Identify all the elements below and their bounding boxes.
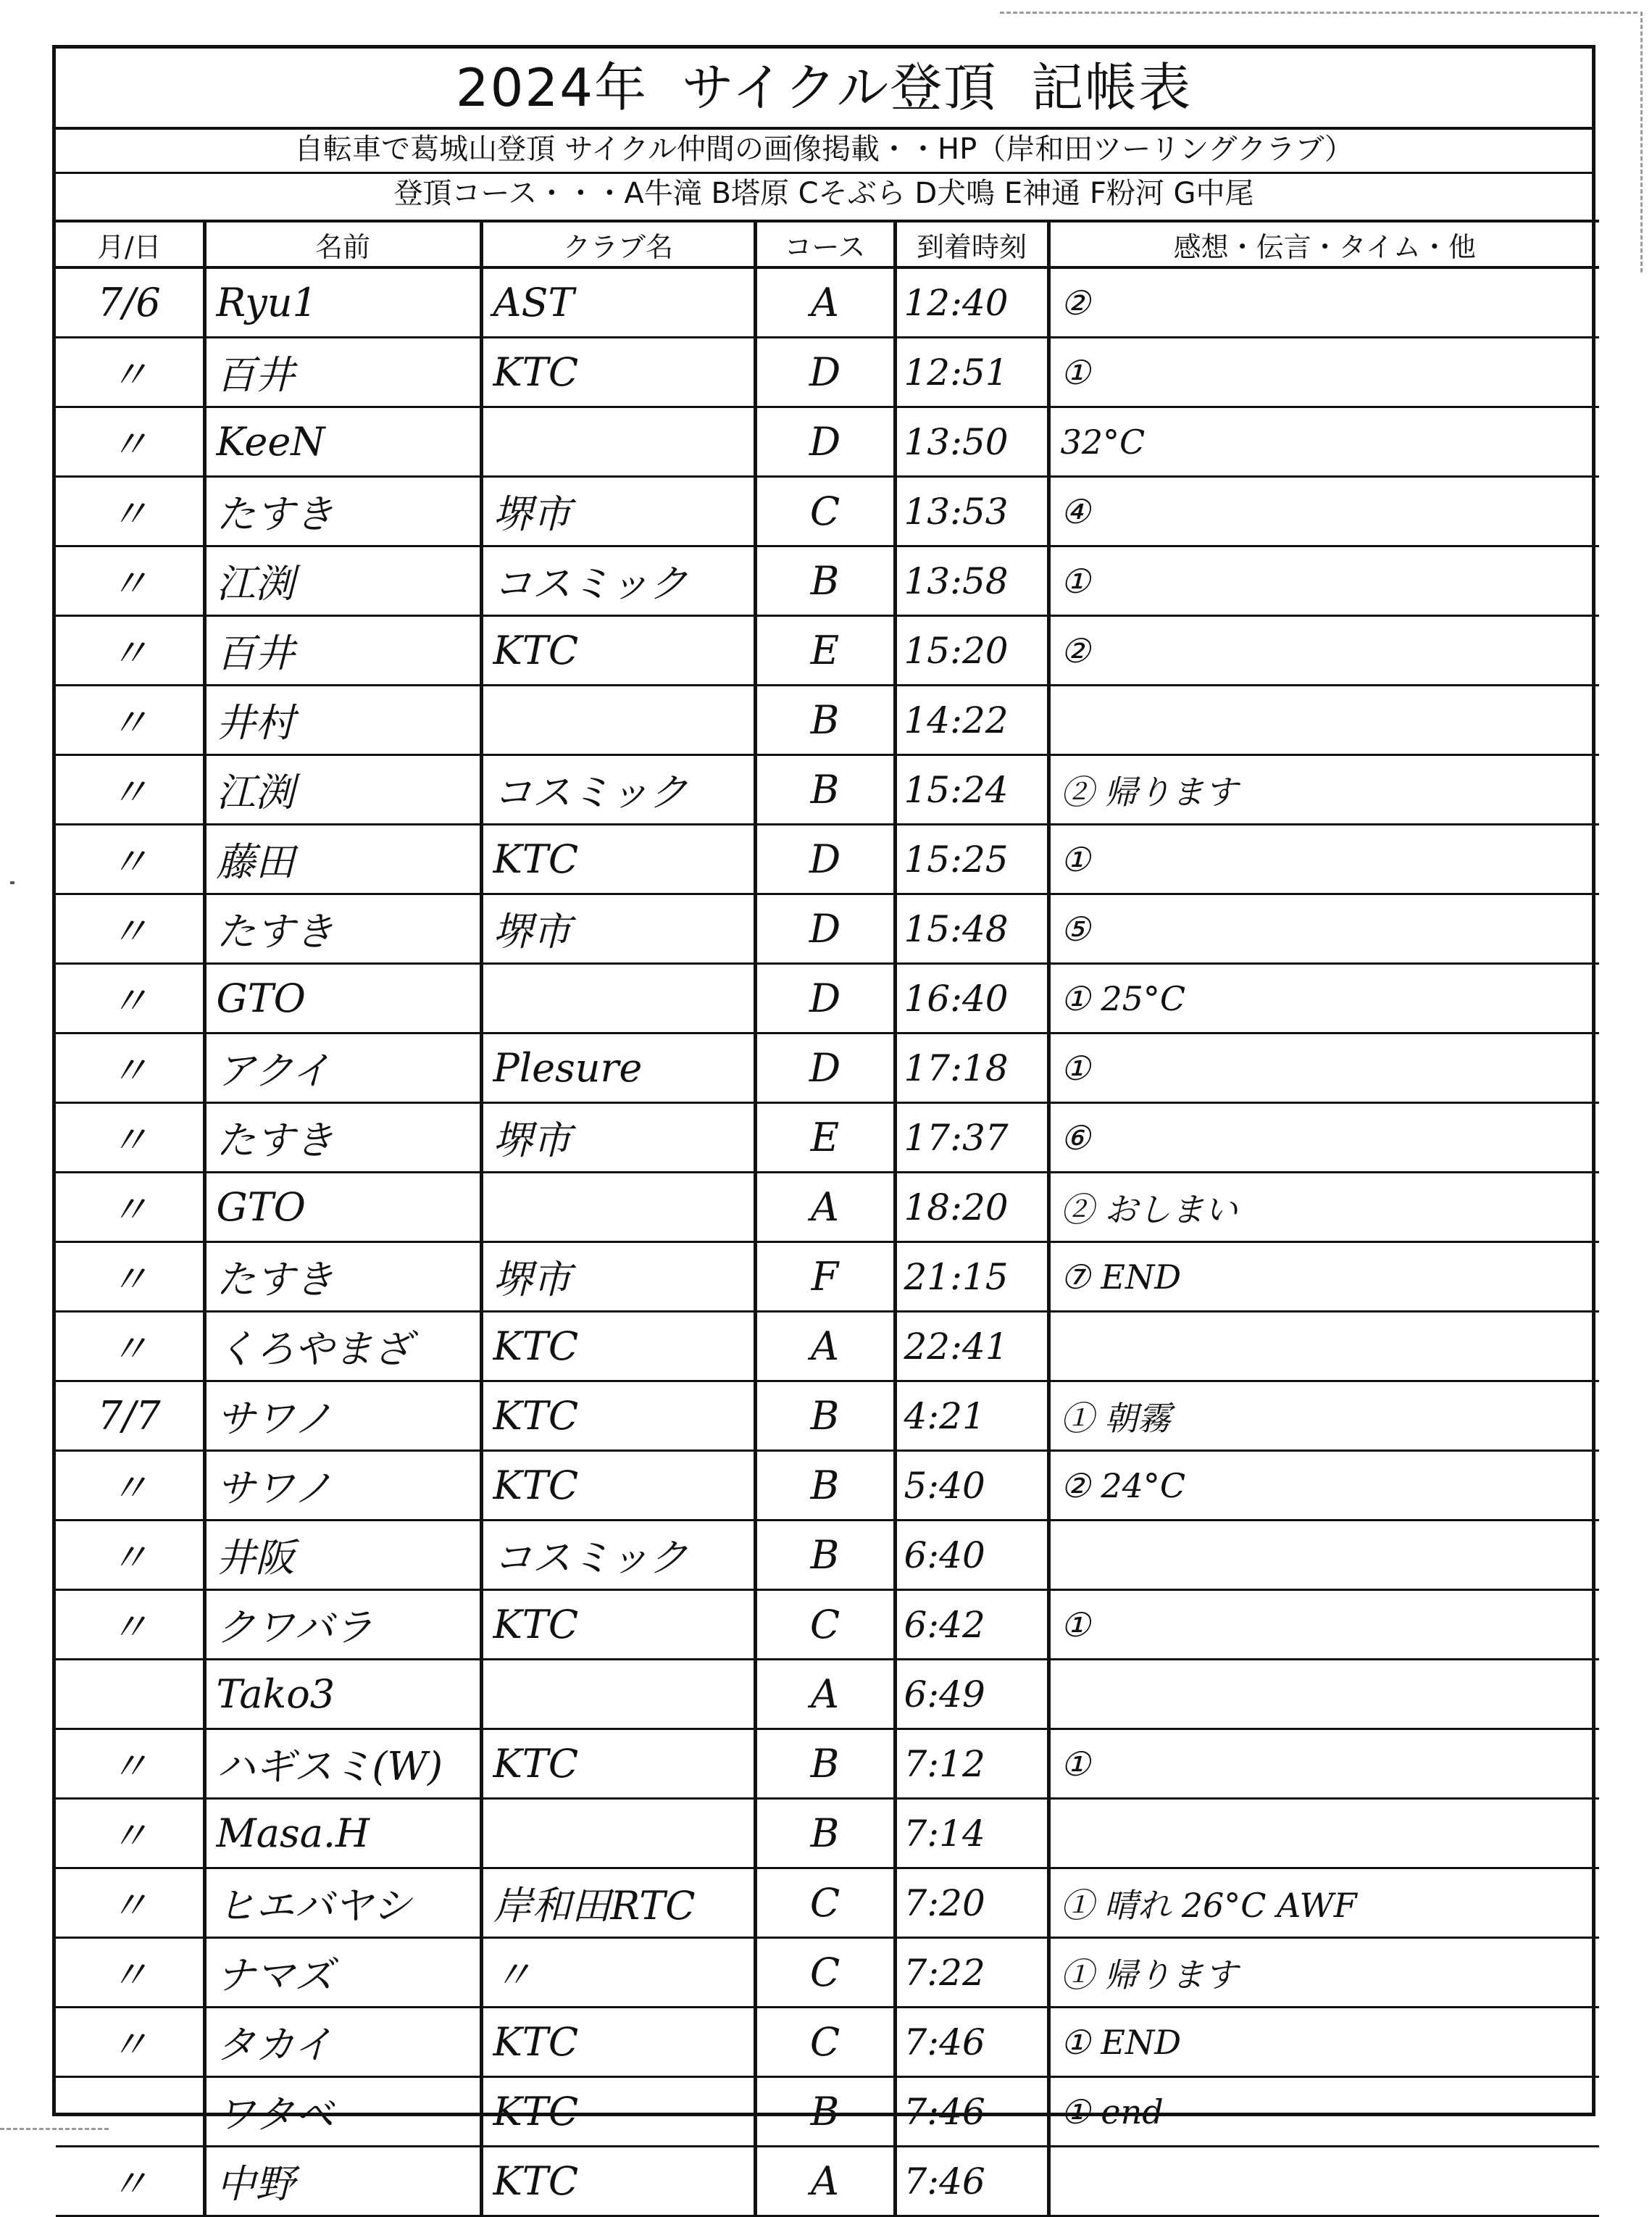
cell-name: たすき xyxy=(204,894,481,964)
cell-name: GTO xyxy=(204,1173,481,1242)
table-row xyxy=(56,1799,1599,1868)
cell-club: 堺市 xyxy=(481,1103,755,1173)
cell-time: 15:48 xyxy=(895,894,1048,964)
cell-club: KTC xyxy=(481,2077,755,2147)
table-row xyxy=(56,755,1599,825)
cell-time: 21:15 xyxy=(895,1242,1048,1312)
cell-time: 14:22 xyxy=(895,686,1048,755)
cell-time: 16:40 xyxy=(895,964,1048,1033)
table-row xyxy=(56,2147,1599,2216)
cell-time: 7:22 xyxy=(895,1938,1048,2008)
cell-club: KTC xyxy=(481,2008,755,2077)
cell-name: Tako3 xyxy=(204,1660,481,1729)
cell-name: 百井 xyxy=(204,616,481,686)
cell-time: 13:50 xyxy=(895,407,1048,477)
cell-note: 32°C xyxy=(1048,407,1599,477)
cell-time: 22:41 xyxy=(895,1312,1048,1381)
cell-club: KTC xyxy=(481,2147,755,2216)
cell-date: 〃 xyxy=(56,1590,204,1660)
cell-time: 17:37 xyxy=(895,1103,1048,1173)
cell-date: 〃 xyxy=(56,894,204,964)
cell-course: B xyxy=(755,2077,895,2147)
cell-date xyxy=(56,2077,204,2147)
cell-name: Masa.H xyxy=(204,1799,481,1868)
table-row xyxy=(56,1381,1599,1451)
col-header-date: 月/日 xyxy=(56,221,204,267)
cell-name: 藤田 xyxy=(204,825,481,894)
cell-club xyxy=(481,686,755,755)
cell-name: たすき xyxy=(204,477,481,546)
cell-date: 〃 xyxy=(56,1729,204,1799)
cell-note: ① xyxy=(1048,1729,1599,1799)
cell-course: A xyxy=(755,1660,895,1729)
cell-club: 岸和田RTC xyxy=(481,1868,755,1938)
cell-club: コスミック xyxy=(481,546,755,616)
cell-note: ① 帰ります xyxy=(1048,1938,1599,2008)
col-header-name: 名前 xyxy=(204,221,481,267)
table-row xyxy=(56,477,1599,546)
cell-name: ナマズ xyxy=(204,1938,481,2008)
cell-date: 〃 xyxy=(56,1799,204,1868)
scan-speck xyxy=(10,881,14,884)
cell-note: ① 朝霧 xyxy=(1048,1381,1599,1451)
cell-date: 〃 xyxy=(56,1242,204,1312)
cell-date: 〃 xyxy=(56,1103,204,1173)
course-legend: 登頂コース・・・A牛滝 B塔原 Cそぶら D犬鳴 E神通 F粉河 G中尾 xyxy=(393,177,1254,210)
cell-course: C xyxy=(755,2008,895,2077)
table-body xyxy=(56,267,1599,2216)
cell-course: C xyxy=(755,1590,895,1660)
cell-date: 7/6 xyxy=(56,267,204,338)
cell-club: コスミック xyxy=(481,755,755,825)
cell-note xyxy=(1048,1521,1599,1590)
cell-time: 7:20 xyxy=(895,1868,1048,1938)
cell-course: C xyxy=(755,1868,895,1938)
cell-time: 6:42 xyxy=(895,1590,1048,1660)
cell-note: ① xyxy=(1048,546,1599,616)
cell-club: KTC xyxy=(481,1729,755,1799)
cell-course: B xyxy=(755,755,895,825)
cell-note xyxy=(1048,686,1599,755)
cell-name: 井阪 xyxy=(204,1521,481,1590)
table-row xyxy=(56,894,1599,964)
cell-course: C xyxy=(755,477,895,546)
cell-date: 〃 xyxy=(56,338,204,407)
table-row xyxy=(56,1242,1599,1312)
table-header-row xyxy=(56,221,1599,267)
cell-club: 堺市 xyxy=(481,894,755,964)
cell-date: 〃 xyxy=(56,1868,204,1938)
cell-note: ⑦ END xyxy=(1048,1242,1599,1312)
cell-date: 〃 xyxy=(56,477,204,546)
table-row xyxy=(56,825,1599,894)
cell-time: 13:53 xyxy=(895,477,1048,546)
cell-note: ① xyxy=(1048,825,1599,894)
cell-course: A xyxy=(755,1173,895,1242)
cell-course: B xyxy=(755,546,895,616)
cell-date: 〃 xyxy=(56,1451,204,1521)
cell-course: B xyxy=(755,1729,895,1799)
cell-course: B xyxy=(755,1521,895,1590)
cell-club xyxy=(481,407,755,477)
cell-note: ① xyxy=(1048,1590,1599,1660)
cell-name: たすき xyxy=(204,1242,481,1312)
cell-date: 〃 xyxy=(56,755,204,825)
cell-time: 7:12 xyxy=(895,1729,1048,1799)
cell-date: 〃 xyxy=(56,825,204,894)
cell-note xyxy=(1048,1660,1599,1729)
col-header-club: クラブ名 xyxy=(481,221,755,267)
cell-note xyxy=(1048,1799,1599,1868)
cell-date: 〃 xyxy=(56,1938,204,2008)
cell-note: ④ xyxy=(1048,477,1599,546)
cell-name: ハギスミ(W) xyxy=(204,1729,481,1799)
cell-date: 〃 xyxy=(56,1521,204,1590)
table-row xyxy=(56,1938,1599,2008)
table-row xyxy=(56,2077,1599,2147)
cell-time: 15:20 xyxy=(895,616,1048,686)
cell-course: D xyxy=(755,407,895,477)
table-row xyxy=(56,407,1599,477)
cell-club xyxy=(481,1799,755,1868)
scan-crop-mark-right xyxy=(1640,12,1643,273)
cell-course: B xyxy=(755,1799,895,1868)
cell-time: 4:21 xyxy=(895,1381,1048,1451)
sheet-subtitle: 自転車で葛城山登頂 サイクル仲間の画像掲載・・HP（岸和田ツーリングクラブ） xyxy=(56,127,1592,174)
cell-club: コスミック xyxy=(481,1521,755,1590)
cell-name: 江渕 xyxy=(204,755,481,825)
cell-time: 18:20 xyxy=(895,1173,1048,1242)
cell-club xyxy=(481,1173,755,1242)
cell-name: Ryu1 xyxy=(204,267,481,338)
cell-course: D xyxy=(755,825,895,894)
logbook-sheet xyxy=(52,45,1595,2207)
cell-date: 〃 xyxy=(56,616,204,686)
cell-time: 12:40 xyxy=(895,267,1048,338)
cell-note: ① xyxy=(1048,1033,1599,1103)
cell-time: 12:51 xyxy=(895,338,1048,407)
cell-note: ② 帰ります xyxy=(1048,755,1599,825)
log-table xyxy=(56,220,1599,2217)
cell-club: 堺市 xyxy=(481,477,755,546)
cell-name: ヒエバヤシ xyxy=(204,1868,481,1938)
cell-note: ① end xyxy=(1048,2077,1599,2147)
cell-note: ① xyxy=(1048,338,1599,407)
scan-crop-mark-top xyxy=(1000,12,1638,14)
cell-course: E xyxy=(755,616,895,686)
cell-time: 6:40 xyxy=(895,1521,1048,1590)
cell-note: ⑥ xyxy=(1048,1103,1599,1173)
cell-name: KeeN xyxy=(204,407,481,477)
cell-name: ワタベ xyxy=(204,2077,481,2147)
cell-note: ① 25°C xyxy=(1048,964,1599,1033)
cell-course: B xyxy=(755,686,895,755)
cell-name: クワバラ xyxy=(204,1590,481,1660)
table-row xyxy=(56,2008,1599,2077)
cell-note: ② 24°C xyxy=(1048,1451,1599,1521)
cell-name: 中野 xyxy=(204,2147,481,2216)
cell-time: 7:46 xyxy=(895,2077,1048,2147)
cell-club: KTC xyxy=(481,825,755,894)
cell-note: ② xyxy=(1048,267,1599,338)
cell-name: タカイ xyxy=(204,2008,481,2077)
cell-time: 6:49 xyxy=(895,1660,1048,1729)
table-row xyxy=(56,1173,1599,1242)
cell-date: 〃 xyxy=(56,2147,204,2216)
cell-club xyxy=(481,1660,755,1729)
cell-note xyxy=(1048,2147,1599,2216)
cell-time: 15:24 xyxy=(895,755,1048,825)
cell-date: 〃 xyxy=(56,1033,204,1103)
cell-course: F xyxy=(755,1242,895,1312)
cell-date: 〃 xyxy=(56,686,204,755)
cell-club: KTC xyxy=(481,338,755,407)
cell-name: 江渕 xyxy=(204,546,481,616)
table-row xyxy=(56,1312,1599,1381)
cell-course: C xyxy=(755,1938,895,2008)
cell-club: KTC xyxy=(481,616,755,686)
cell-name: アクイ xyxy=(204,1033,481,1103)
cell-note: ② xyxy=(1048,616,1599,686)
cell-name: くろやまざ xyxy=(204,1312,481,1381)
cell-name: GTO xyxy=(204,964,481,1033)
table-row xyxy=(56,1729,1599,1799)
cell-date: 〃 xyxy=(56,546,204,616)
cell-date xyxy=(56,1660,204,1729)
cell-course: E xyxy=(755,1103,895,1173)
cell-time: 15:25 xyxy=(895,825,1048,894)
cell-course: D xyxy=(755,964,895,1033)
cell-club xyxy=(481,964,755,1033)
cell-note: ② おしまい xyxy=(1048,1173,1599,1242)
cell-course: A xyxy=(755,2147,895,2216)
cell-time: 5:40 xyxy=(895,1451,1048,1521)
table-row xyxy=(56,1590,1599,1660)
cell-course: B xyxy=(755,1381,895,1451)
cell-course: D xyxy=(755,338,895,407)
cell-club: 堺市 xyxy=(481,1242,755,1312)
cell-time: 7:14 xyxy=(895,1799,1048,1868)
table-row xyxy=(56,1451,1599,1521)
cell-note: ① 晴れ 26°C AWF xyxy=(1048,1868,1599,1938)
cell-date: 〃 xyxy=(56,407,204,477)
cell-course: A xyxy=(755,1312,895,1381)
table-row xyxy=(56,267,1599,338)
cell-note: ① END xyxy=(1048,2008,1599,2077)
cell-date: 7/7 xyxy=(56,1381,204,1451)
cell-note xyxy=(1048,1312,1599,1381)
table-row xyxy=(56,964,1599,1033)
cell-date: 〃 xyxy=(56,1173,204,1242)
table-row xyxy=(56,1521,1599,1590)
cell-club: KTC xyxy=(481,1590,755,1660)
cell-course: A xyxy=(755,267,895,338)
table-row xyxy=(56,1103,1599,1173)
cell-time: 7:46 xyxy=(895,2147,1048,2216)
cell-course: D xyxy=(755,894,895,964)
cell-name: 井村 xyxy=(204,686,481,755)
cell-club: 〃 xyxy=(481,1938,755,2008)
table-row xyxy=(56,1660,1599,1729)
cell-date: 〃 xyxy=(56,2008,204,2077)
cell-club: Plesure xyxy=(481,1033,755,1103)
cell-time: 17:18 xyxy=(895,1033,1048,1103)
cell-note: ⑤ xyxy=(1048,894,1599,964)
col-header-notes: 感想・伝言・タイム・他 xyxy=(1048,221,1599,267)
table-row xyxy=(56,1033,1599,1103)
cell-name: サワノ xyxy=(204,1381,481,1451)
table-row xyxy=(56,338,1599,407)
table-row xyxy=(56,686,1599,755)
table-row xyxy=(56,1868,1599,1938)
cell-date: 〃 xyxy=(56,964,204,1033)
cell-time: 13:58 xyxy=(895,546,1048,616)
col-header-arrival-time: 到着時刻 xyxy=(895,221,1048,267)
table-row xyxy=(56,546,1599,616)
cell-club: KTC xyxy=(481,1451,755,1521)
sheet-title: 2024年 サイクル登頂 記帳表 xyxy=(56,49,1592,130)
cell-club: KTC xyxy=(481,1381,755,1451)
cell-name: たすき xyxy=(204,1103,481,1173)
cell-course: D xyxy=(755,1033,895,1103)
cell-club: AST xyxy=(481,267,755,338)
col-header-course: コース xyxy=(755,221,895,267)
cell-club: KTC xyxy=(481,1312,755,1381)
table-row xyxy=(56,616,1599,686)
cell-name: サワノ xyxy=(204,1451,481,1521)
cell-name: 百井 xyxy=(204,338,481,407)
cell-time: 7:46 xyxy=(895,2008,1048,2077)
cell-course: B xyxy=(755,1451,895,1521)
cell-date: 〃 xyxy=(56,1312,204,1381)
